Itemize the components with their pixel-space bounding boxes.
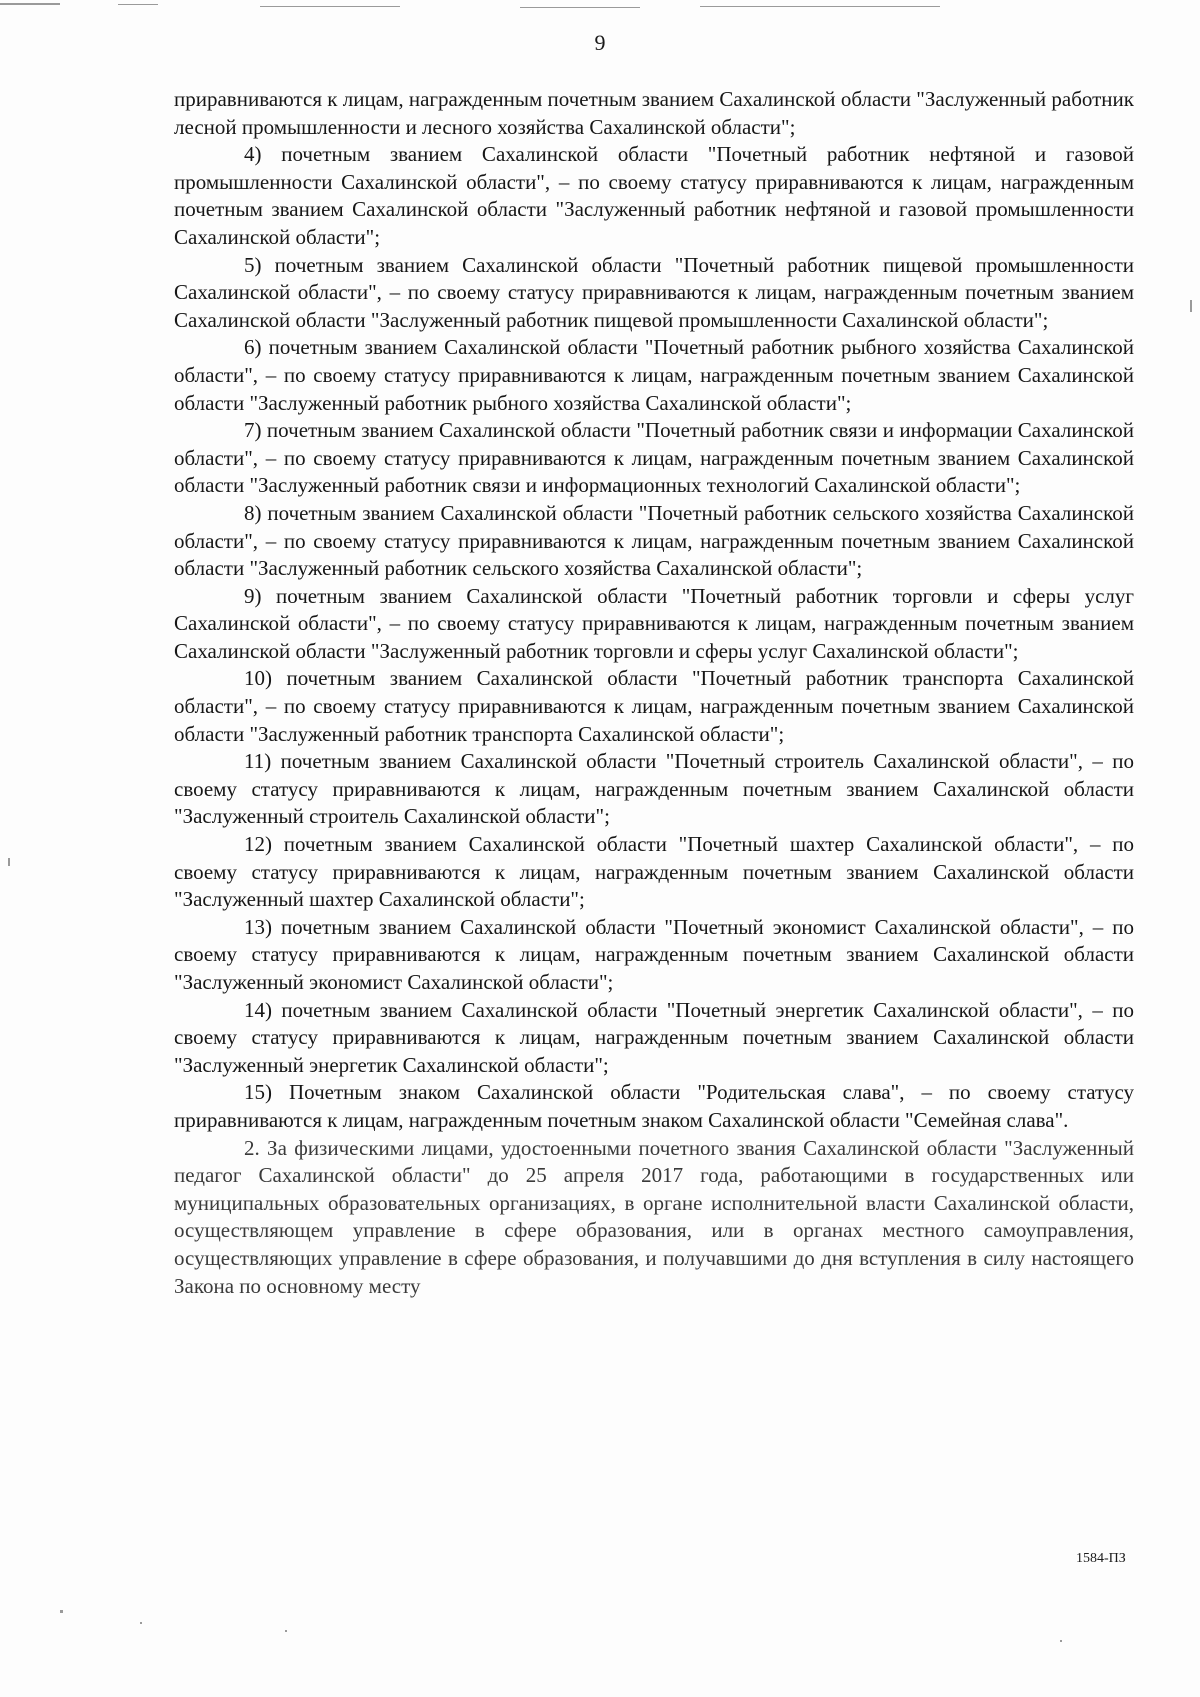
paragraph: 12) почетным званием Сахалинской области "Почетный шахтер Сахалинской области", – по своему статусу приравниваются к лицам, награжденным почетным званием Сахалинской области "Заслуженный шахтер Сахалинской области"; xyxy=(174,832,1134,912)
paragraph: 5) почетным званием Сахалинской области "Почетный работник пищевой промышленности Сахалинской области", – по своему статусу приравниваются к лицам, награжденным почетным званием Сахалинской области "Заслуженный работник пищевой промышленности Сахалинской области"; xyxy=(174,252,1134,332)
paragraph: 10) почетным званием Сахалинской области "Почетный работник транспорта Сахалинской области", – по своему статусу приравниваются к лицам, награжденным почетным званием Сахалинской области "Заслуженный работник транспорта Сахалинской области"; xyxy=(174,666,1134,746)
document-code: 1584-ПЗ xyxy=(1076,1551,1126,1566)
paragraph: 8) почетным званием Сахалинской области "Почетный работник сельского хозяйства Сахалинской области", – по своему статусу приравниваются к лицам, награжденным почетным званием Сахалинской области "Заслуженный работник сельского хозяйства Сахалинской области"; xyxy=(174,500,1134,581)
paragraph: 14) почетным званием Сахалинской области "Почетный энергетик Сахалинской области", – по своему статусу приравниваются к лицам, награжденным почетным званием Сахалинской области "Заслуженный энергетик Сахалинской области"; xyxy=(174,997,1134,1077)
scan-noise xyxy=(118,4,158,5)
scan-noise xyxy=(8,858,10,866)
document-body xyxy=(174,86,1134,1300)
scan-noise xyxy=(260,6,400,7)
paragraph: 11) почетным званием Сахалинской области "Почетный строитель Сахалинской области", – по своему статусу приравниваются к лицам, награжденным почетным званием Сахалинской области "Заслуженный строитель Сахалинской области"; xyxy=(174,749,1134,829)
paragraph: 7) почетным званием Сахалинской области "Почетный работник связи и информации Сахалинской области", – по своему статусу приравниваются к лицам, награжденным почетным званием Сахалинской области "Заслуженный работник связи и информационных технологий Сахалинской области"; xyxy=(174,418,1134,498)
paragraph: 2. За физическими лицами, удостоенными почетного звания Сахалинской области "Заслуженный педагог Сахалинской области" до 25 апреля 2017 года, работающими в государственных или муниципальных образовательных организациях, в органе исполнительной власти Сахалинской области, осуществляющем управление в сфере образования, или в органах местного самоуправления, осуществляющих управление в сфере образования, и получавшими до дня вступления в силу настоящего Закона по основному месту xyxy=(174,1135,1134,1298)
paragraph: 15) Почетным знаком Сахалинской области "Родительская слава", – по своему статусу приравниваются к лицам, награжденным почетным знаком Сахалинской области "Семейная слава". xyxy=(174,1080,1134,1132)
scan-noise xyxy=(520,7,640,8)
scan-noise xyxy=(60,1610,63,1613)
scan-noise xyxy=(0,3,60,5)
paragraph: 13) почетным званием Сахалинской области "Почетный экономист Сахалинской области", – по своему статусу приравниваются к лицам, награжденным почетным званием Сахалинской области "Заслуженный экономист Сахалинской области"; xyxy=(174,914,1134,994)
paragraph: 6) почетным званием Сахалинской области "Почетный работник рыбного хозяйства Сахалинской области", – по своему статусу приравниваются к лицам, награжденным почетным званием Сахалинской области "Заслуженный работник рыбного хозяйства Сахалинской области"; xyxy=(174,335,1134,415)
scan-noise xyxy=(1060,1640,1062,1642)
paragraph: приравниваются к лицам, награжденным почетным званием Сахалинской области "Заслуженный работник лесной промышленности и лесного хозяйства Сахалинской области"; xyxy=(174,87,1134,139)
paragraph: 4) почетным званием Сахалинской области "Почетный работник нефтяной и газовой промышленности Сахалинской области", – по своему статусу приравниваются к лицам, награжденным почетным званием Сахалинской области "Заслуженный работник нефтяной и газовой промышленности Сахалинской области"; xyxy=(174,142,1134,249)
scan-noise xyxy=(285,1630,287,1632)
scan-noise xyxy=(700,6,940,7)
paragraph: 9) почетным званием Сахалинской области "Почетный работник торговли и сферы услуг Сахалинской области", – по своему статусу приравниваются к лицам, награжденным почетным званием Сахалинской области "Заслуженный работник торговли и сферы услуг Сахалинской области"; xyxy=(174,583,1134,663)
scan-noise xyxy=(140,1622,142,1624)
page-number: 9 xyxy=(594,30,606,55)
scan-noise xyxy=(1190,300,1192,312)
